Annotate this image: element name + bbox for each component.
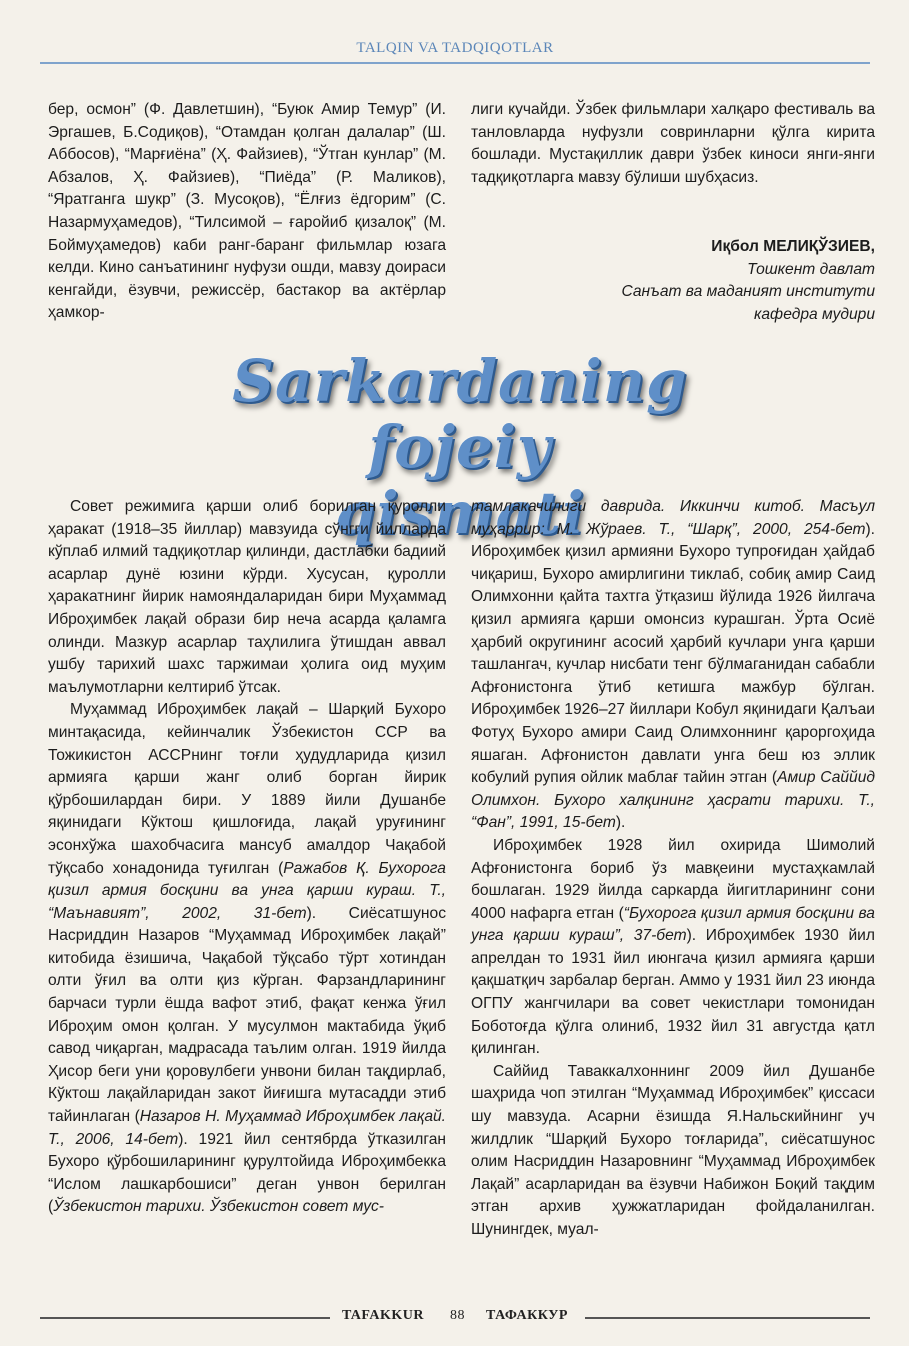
paragraph: бер, осмон” (Ф. Давлетшин), “Буюк Амир Темур” (И. Эргашев, Б.Содиқов), “Отамдан қолган далалар” (Ш. Аббосов), “Марғиёна” (Ҳ. Файзиев), “Ўтган кунлар” (М. Абзалов, Ҳ. Файзиев), “Пиёда” (Р. Маликов), “Яратганга шукр” (З. Мусоқов), “Ёлғиз ёдгорим” (С. Назармуҳамедов), “Тилсимой – ғаройиб қизалоқ” (М. Боймуҳамедов) каби ранг-баранг фильмлар юзага келди. Кино санъатининг нуфузи ошди, мавзу доираси кенгайди, ёзувчи, режиссёр, бастакор ва актёрлар ҳамкор- [48, 101, 446, 322]
text-run: ). [615, 814, 626, 832]
text-run: ). Иброҳимбек 1930 йил апрелдан то 1931 йил июнгача қизил армияга қарши қақшатқич зарбалар берган. Аммо у 1931 йил 23 июнда ОГПУ жангчилари ва совет чекистлари томонидан Боботоғда қўлга олиниб, 1932 йил 31 августда қатл қилинган. [471, 927, 875, 1058]
headline-line: qismati [334, 479, 586, 547]
running-head [40, 30, 870, 64]
text-run: ). Иброҳимбек қизил армияни Бухоро тупроғидан ҳайдаб чиқариш, Бухоро амирлигини тиклаб, собиқ амир Саид Олимхонни қайта тахтга ўтқазиш йўлида 1926 йилгача қизил армияга қарши омонсиз курашган. Ўрта Осиё ҳарбий округининг асосий ҳарбий кучлари унга қарши ташлангач, кучлар нисбати тенг бўлмаганидан сабабли Афғонистонга ўтиб кетишга мажбур бўлган. Иброҳимбек 1926–27 йиллари Кобул яқинидаги Қалъаи Фотуҳ Бухоро амири Саид Олимхоннинг қароргоҳида яшаган. Афғонистон давлати унга беш юз эллик кобулий рупия ойлик маблағ тайин этган ( [471, 520, 875, 787]
paragraph: Совет режимига қарши олиб борилган қуролли ҳаракат (1918–35 йиллар) мавзуида сўнгги йилларда кўплаб илмий тадқиқотлар қилинди, дастлабки бадиий асарлар дунё юзини кўрди. Хусусан, қуролли ҳаракатнинг йирик намояндаларидан бири Муҳаммад Иброҳимбек лақай образи бир неча асарда қаламга олинди. Мазкур асарлар таҳлилига ўтишдан аввал ушбу тарихий шахс таржимаи ҳолига оид муҳим маълумотларни келтириб ўтсак. [48, 498, 446, 696]
text-run: ). Сиёсатшунос Насриддин Назаров “Муҳаммад Иброҳимбек лақай” китобида ёзишича, Чақабой тўқсабо тўрт хотиндан олти ўғил ва олти қиз кўрган. Фарзандларининг барчаси турли ёшда вафот этиб, фақат кенжа ўғил Иброҳим омон қолган. У мусулмон мактабида ўқиб савод чиқарган, мадрасада таълим олган. 1919 йилда Ҳисор беги уни қоровулбеги унвони билан тақдирлаб, Кўктош лақайларидан закот йиғишга мутасадди этиб тайинлаган ( [48, 904, 446, 1126]
paragraph [471, 835, 875, 1061]
running-head-title: TALQIN VA TADQIQOTLAR [356, 40, 554, 56]
author-name: Иқбол МЕЛИҚЎЗИЕВ, [711, 238, 875, 255]
citation: Ражабов Қ. Бухорога қизил армия босқини ва унга қарши кураш. Т., “Маънавият”, 2002, 31-бет [48, 859, 446, 922]
citation: Назаров Н. Муҳаммад Иброҳимбек лақай. Т., 2006, 14-бет [48, 1108, 446, 1148]
headline-line: Sarkardaning fojeiy [232, 347, 688, 481]
citation: “Бухорога қизил армия босқини ва унга қарши кураш”, 37-бет [471, 904, 875, 945]
column-top-left [48, 99, 446, 325]
paragraph: лиги кучайди. Ўзбек фильмлари халқаро фестиваль ва танловларда нуфузли совринларни қўлга кирита бошлади. Мустақиллик даври ўзбек киноси янги-янги тадқиқотларга мавзу бўлиши шубҳасиз. [471, 101, 875, 186]
paragraph [48, 699, 446, 1219]
footer-journal-latin: TAFAKKUR [342, 1308, 425, 1323]
author-signature [471, 236, 875, 326]
footer-rule [585, 1317, 870, 1319]
footer-rule [40, 1317, 330, 1319]
text-run: ). 1921 йил сентябрда ўтказилган Бухоро қўрбошиларининг қурултойида Иброҳимбекка “Ислом лашкарбошиси” деган унвон берилган ( [48, 1130, 446, 1216]
column-top-right [471, 99, 875, 189]
running-head-rule [40, 62, 870, 64]
paragraph [471, 496, 875, 835]
page-footer [40, 1305, 870, 1329]
text-run: Иброҳимбек 1928 йил охирида Шимолий Афғонистонга бориб ўз мавқеини мустаҳкамлай бошлаган. 1929 йилда саркарда йигитларининг сони 4000 нафарга етган ( [471, 836, 875, 922]
paragraph: Саййид Таваккалхоннинг 2009 йил Душанбе шаҳрида чоп этилган “Муҳаммад Иброҳимбек” қиссаси шу мавзуда. Асарни ёзишда Я.Нальскийнинг уч жилдлик “Шарқий Бухоро тоғларида”, сиёсатшунос олим Насриддин Назаровнинг “Муҳаммад Иброҳимбек Лақай” асарларидан ва ёзувчи Набижон Боқий тақдим этган архив ҳужжатларидан фойдаланилган. Шунингдек, муал- [471, 1062, 875, 1238]
text-run: Муҳаммад Иброҳимбек лақай – Шарқий Бухоро минтақасида, кейинчалик Ўзбекистон ССР ва Тожикистон АССРнинг тоғли ҳудудларида қизил армияга қарши жанг олиб борган йирик қўрбошилардан бири. У 1889 йили Душанбе яқинидаги Кўктош қишлоғида, лақай уруғининг эсонхўжа шахобчасига мансуб амалдор Чақабой тўқсабо хонадонида туғилган ( [48, 701, 446, 877]
author-affiliation-line: Тошкент давлат [747, 260, 875, 278]
citation: тамлакачилиги даврида. Иккинчи китоб. Масъул муҳаррир: М. Жўраев. Т., “Шарқ”, 2000, 254-бет [471, 498, 875, 538]
column-bottom-left [48, 496, 446, 1219]
citation: Амир Саййид Олимхон. Бухоро халқининг ҳасрати тарихи. Т., “Фан”, 1991, 15-бет [471, 769, 876, 832]
author-affiliation-line: Санъат ва маданият институти [621, 283, 875, 301]
column-bottom-right [471, 496, 875, 1242]
page-number: 88 [450, 1308, 465, 1323]
author-affiliation-line: кафедра мудири [754, 305, 875, 323]
footer-journal-cyrillic: ТАФАККУР [486, 1308, 568, 1323]
citation: Ўзбекистон тарихи. Ўзбекистон совет мус- [53, 1198, 384, 1216]
